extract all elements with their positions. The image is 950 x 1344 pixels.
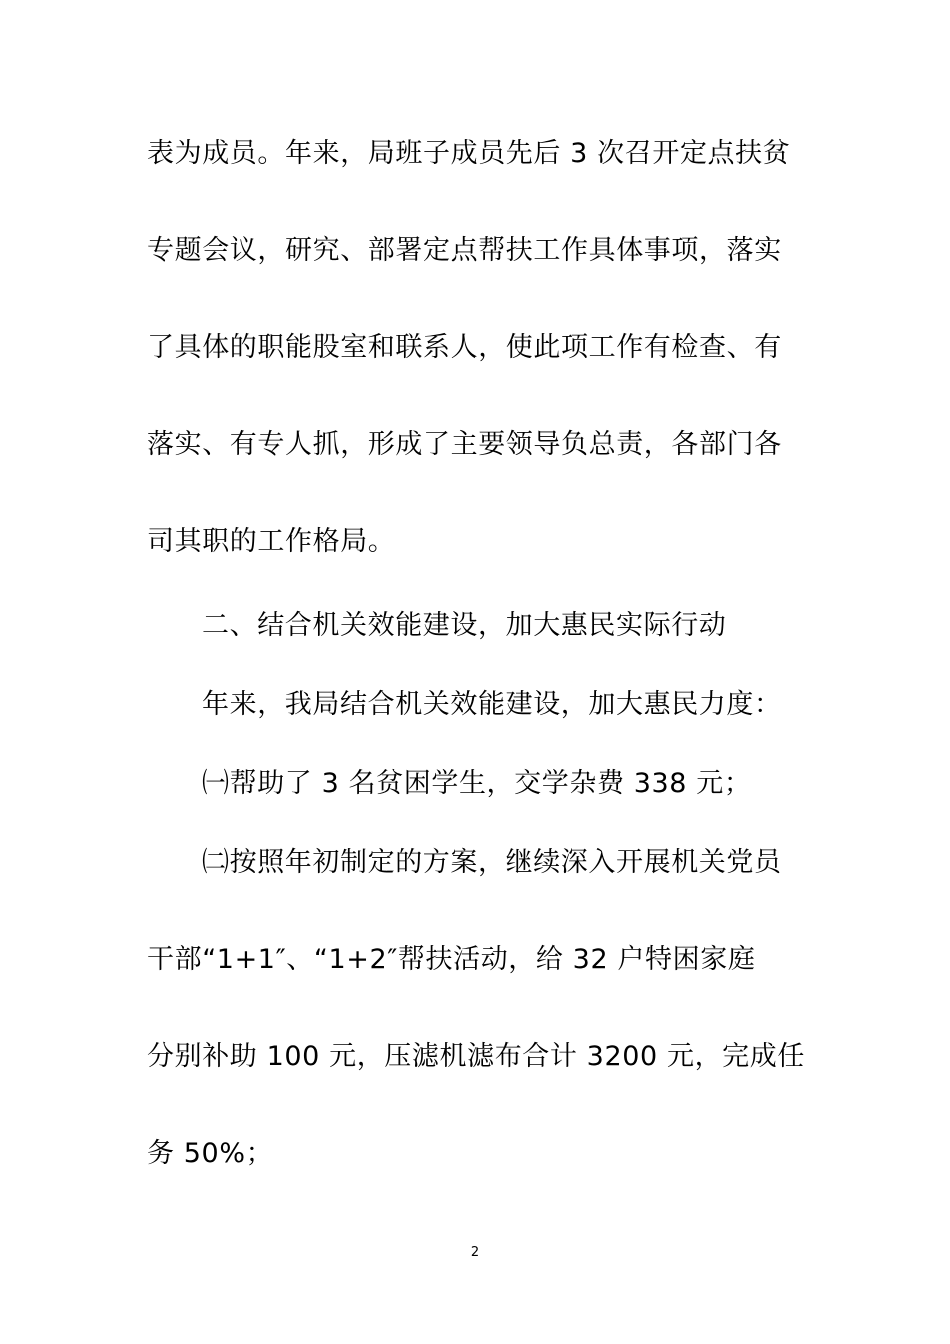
paragraph-line-4: 落实、有专人抓，形成了主要领导负总责，各部门各 [147, 429, 782, 460]
list-item-2-line-4: 务 50%； [147, 1138, 274, 1169]
section-heading: 二、结合机关效能建设，加大惠民实际行动 [202, 610, 727, 641]
list-item-2-line-3: 分别补助 100 元，压滤机滤布合计 3200 元，完成任 [147, 1041, 805, 1072]
paragraph-line-1: 表为成员。年来，局班子成员先后 3 次召开定点扶贫 [147, 138, 791, 169]
intro-line: 年来，我局结合机关效能建设，加大惠民力度： [202, 689, 782, 720]
list-item-2-line-1: ㈡按照年初制定的方案，继续深入开展机关党员 [202, 847, 782, 878]
page-number: 2 [470, 1245, 480, 1260]
paragraph-line-2: 专题会议，研究、部署定点帮扶工作具体事项，落实 [147, 235, 782, 266]
paragraph-line-5: 司其职的工作格局。 [147, 526, 396, 557]
list-item-2-line-2: 干部“1+1″、“1+2″帮扶活动，给 32 户特困家庭 [147, 944, 756, 975]
list-item-1: ㈠帮助了 3 名贫困学生，交学杂费 338 元； [202, 768, 752, 799]
paragraph-line-3: 了具体的职能股室和联系人，使此项工作有检查、有 [147, 332, 782, 363]
